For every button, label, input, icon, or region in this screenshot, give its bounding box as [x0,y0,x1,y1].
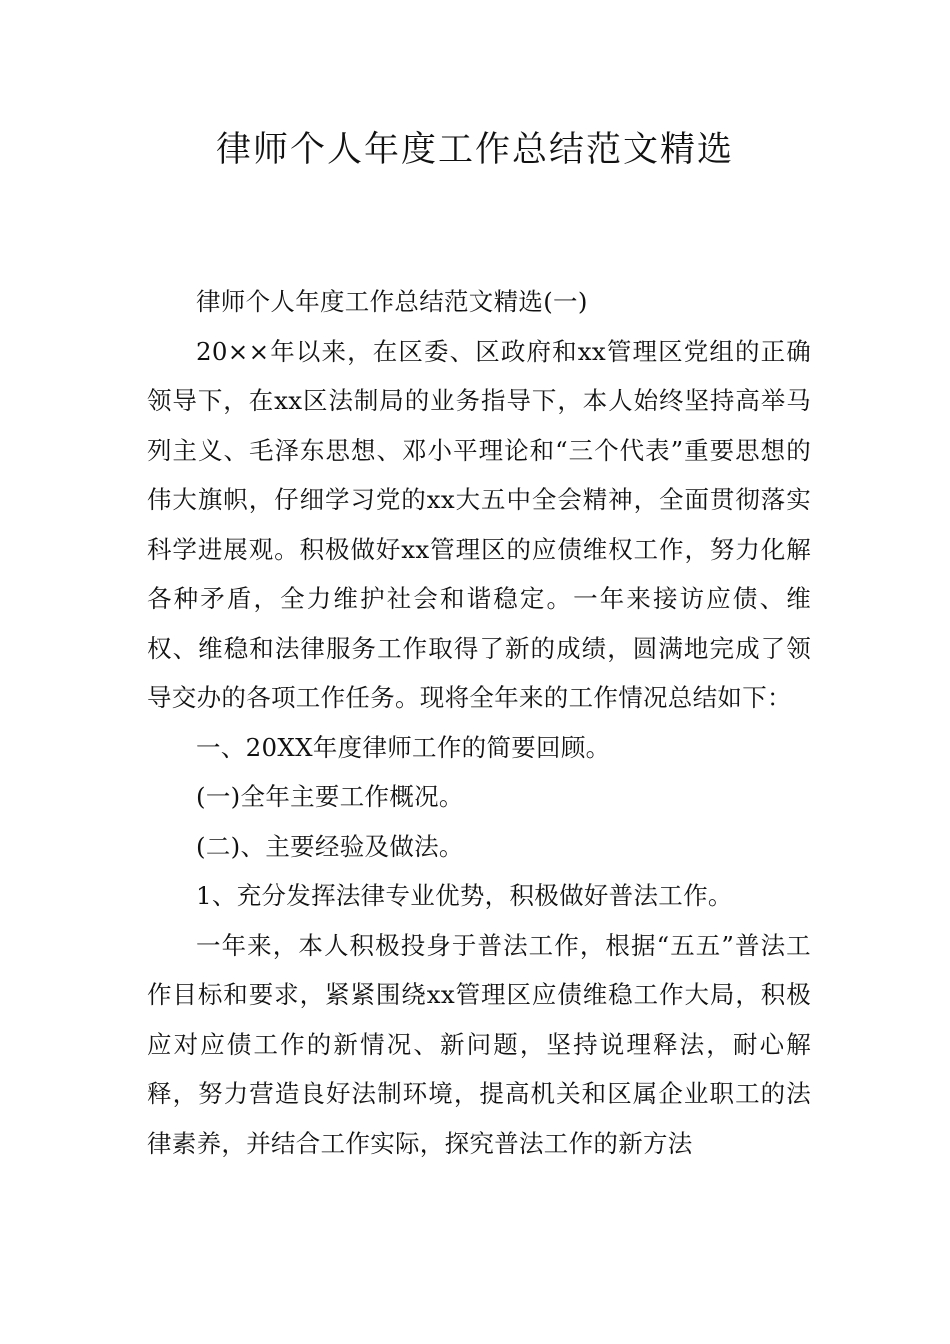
body-paragraph: 一、20XX年度律师工作的简要回顾。 [196,732,611,762]
body-paragraph: (一)全年主要工作概况。 [196,782,464,811]
body-paragraph: 1、充分发挥法律专业优势，积极做好普法工作。 [196,881,733,910]
body-paragraph: 20××年以来，在区委、区政府和xx管理区党组的正确领导下，在xx区法制局的业务指导下，本人始终坚持高举马列主义、毛泽东思想、邓小平理论和“三个代表”重要思想的伟大旗帜，仔细学习党的xx大五中全会精神，全面贯彻落实科学进展观。积极做好xx管理区的应债维权工作，努力化解各种矛盾，全力维护社会和谐稳定。一年来接访应债、维权、维稳和法律服务工作取得了新的成绩，圆满地完成了领导交办的各项工作任务。现将全年来的工作情况总结如下： [147,336,811,712]
body-paragraph: 一年来，本人积极投身于普法工作，根据“五五”普法工作目标和要求，紧紧围绕xx管理区应债维稳工作大局，积极应对应债工作的新情况、新问题，坚持说理释法，耐心解释，努力营造良好法制环境，提高机关和区属企业职工的法律素养，并结合工作实际，探究普法工作的新方法 [147,930,811,1158]
section-heading: 律师个人年度工作总结范文精选(一) [196,287,588,316]
document-title: 律师个人年度工作总结范文精选 [215,130,734,170]
body-paragraph: (二)、主要经验及做法。 [196,831,464,861]
document-body [147,277,811,1168]
